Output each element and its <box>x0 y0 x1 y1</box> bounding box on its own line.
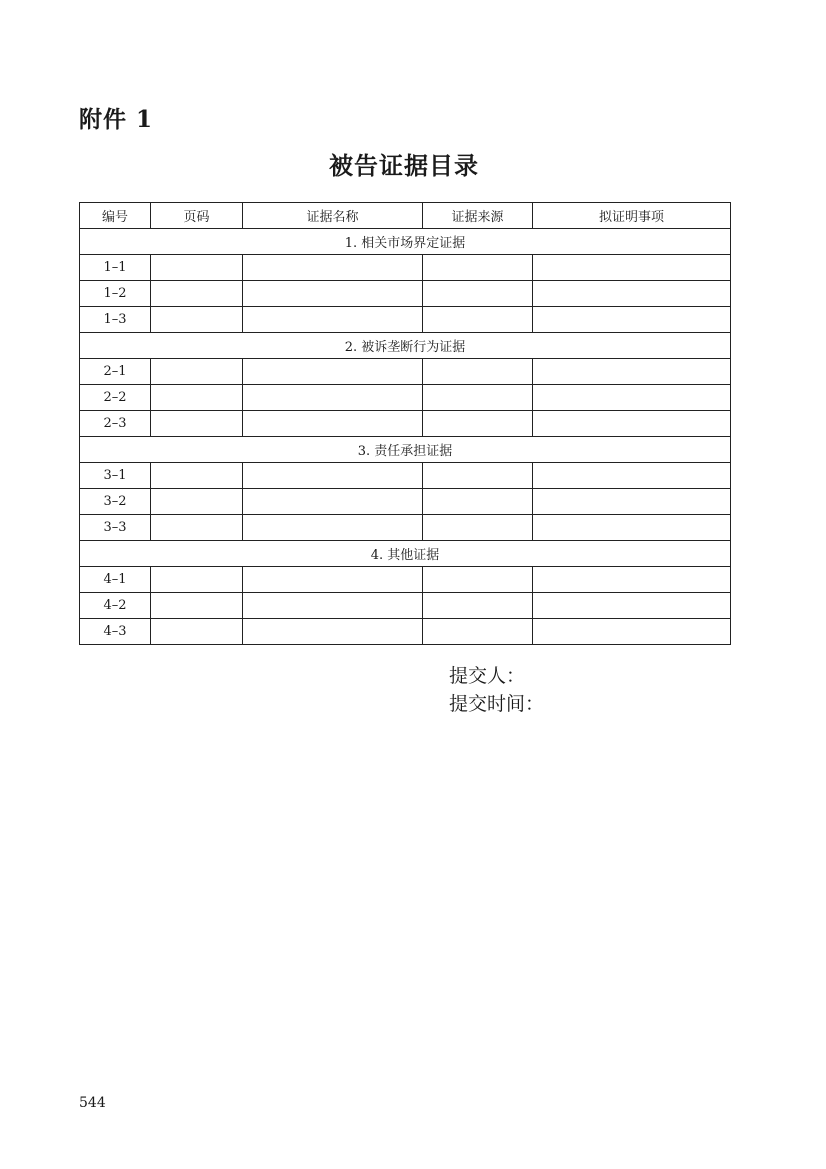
table-row <box>80 567 731 593</box>
section-heading-row <box>80 541 731 567</box>
row-number: 3–3 <box>80 515 151 541</box>
row-number: 3–2 <box>80 489 151 515</box>
matters-cell <box>533 567 731 593</box>
section-heading-row <box>80 333 731 359</box>
evidence-name-cell <box>243 359 423 385</box>
row-number: 1–3 <box>80 307 151 333</box>
matters-cell <box>533 593 731 619</box>
page-cell <box>151 359 243 385</box>
table-header-row <box>80 203 731 229</box>
section-heading: 4. 其他证据 <box>80 541 731 567</box>
row-number: 1–2 <box>80 281 151 307</box>
evidence-source-cell <box>423 593 533 619</box>
page-cell <box>151 463 243 489</box>
matters-cell <box>533 255 731 281</box>
row-number: 1–1 <box>80 255 151 281</box>
submission-block <box>449 662 544 718</box>
evidence-source-cell <box>423 567 533 593</box>
page-cell <box>151 515 243 541</box>
evidence-source-cell <box>423 463 533 489</box>
attachment-label: 附件 1 <box>79 106 154 133</box>
matters-cell <box>533 463 731 489</box>
matters-cell <box>533 489 731 515</box>
table-row <box>80 359 731 385</box>
table-row <box>80 411 731 437</box>
evidence-name-cell <box>243 489 423 515</box>
evidence-source-cell <box>423 411 533 437</box>
row-number: 4–2 <box>80 593 151 619</box>
submit-time-label: 提交时间： <box>449 693 545 715</box>
table-row <box>80 515 731 541</box>
table-row <box>80 281 731 307</box>
table-row <box>80 619 731 645</box>
evidence-source-cell <box>423 385 533 411</box>
row-number: 4–1 <box>80 567 151 593</box>
table-row <box>80 385 731 411</box>
row-number: 3–1 <box>80 463 151 489</box>
evidence-source-cell <box>423 281 533 307</box>
page-cell <box>151 307 243 333</box>
header-number: 编号 <box>80 203 151 229</box>
section-heading-row <box>80 437 731 463</box>
evidence-name-cell <box>243 385 423 411</box>
submitter-label: 提交人： <box>449 665 526 687</box>
table-row <box>80 489 731 515</box>
evidence-source-cell <box>423 619 533 645</box>
page-number: 544 <box>79 1095 106 1111</box>
matters-cell <box>533 307 731 333</box>
evidence-name-cell <box>243 411 423 437</box>
matters-cell <box>533 411 731 437</box>
evidence-name-cell <box>243 567 423 593</box>
header-evidence-name: 证据名称 <box>243 203 423 229</box>
evidence-source-cell <box>423 307 533 333</box>
evidence-source-cell <box>423 515 533 541</box>
page-cell <box>151 255 243 281</box>
evidence-name-cell <box>243 515 423 541</box>
document-title: 被告证据目录 <box>329 151 479 180</box>
row-number: 2–1 <box>80 359 151 385</box>
page-cell <box>151 411 243 437</box>
evidence-name-cell <box>243 307 423 333</box>
page-cell <box>151 489 243 515</box>
page-cell <box>151 593 243 619</box>
page-cell <box>151 619 243 645</box>
matters-cell <box>533 281 731 307</box>
section-heading-row <box>80 229 731 255</box>
header-matters-to-prove: 拟证明事项 <box>533 203 731 229</box>
header-page: 页码 <box>151 203 243 229</box>
evidence-source-cell <box>423 359 533 385</box>
evidence-name-cell <box>243 593 423 619</box>
evidence-source-cell <box>423 255 533 281</box>
matters-cell <box>533 515 731 541</box>
section-heading: 1. 相关市场界定证据 <box>80 229 731 255</box>
evidence-table <box>79 202 731 645</box>
section-heading: 3. 责任承担证据 <box>80 437 731 463</box>
evidence-name-cell <box>243 463 423 489</box>
page-cell <box>151 567 243 593</box>
evidence-name-cell <box>243 255 423 281</box>
page-cell <box>151 281 243 307</box>
evidence-name-cell <box>243 619 423 645</box>
table-row <box>80 593 731 619</box>
row-number: 4–3 <box>80 619 151 645</box>
table-row <box>80 463 731 489</box>
evidence-name-cell <box>243 281 423 307</box>
matters-cell <box>533 385 731 411</box>
table-row <box>80 255 731 281</box>
evidence-source-cell <box>423 489 533 515</box>
row-number: 2–3 <box>80 411 151 437</box>
page-cell <box>151 385 243 411</box>
row-number: 2–2 <box>80 385 151 411</box>
matters-cell <box>533 359 731 385</box>
table-row <box>80 307 731 333</box>
section-heading: 2. 被诉垄断行为证据 <box>80 333 731 359</box>
header-evidence-source: 证据来源 <box>423 203 533 229</box>
matters-cell <box>533 619 731 645</box>
